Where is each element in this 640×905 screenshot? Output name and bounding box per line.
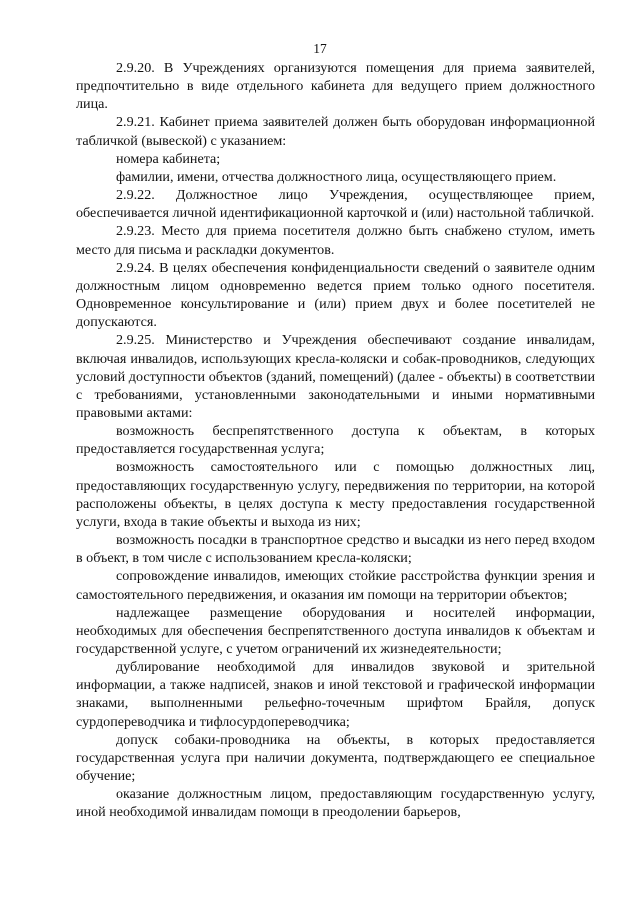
list-item-vehicle-boarding: возможность посадки в транспортное средство и высадки из него перед входом в объект, в том числе с использованием кресла-коляски; bbox=[76, 532, 595, 567]
paragraph-2-9-21: 2.9.21. Кабинет приема заявителей должен быть оборудован информационной табличкой (вывеской) с указанием: bbox=[76, 114, 595, 149]
document-body bbox=[76, 59, 595, 822]
list-item-information-duplication: дублирование необходимой для инвалидов звуковой и зрительной информации, а также надписей, знаков и иной текстовой и графической информации знаками, выполненными рельефно-точечным шрифтом Брайля, допуск сурдопереводчика и тифлосурдопереводчика; bbox=[76, 659, 595, 730]
list-item-equipment-placement: надлежащее размещение оборудования и носителей информации, необходимых для обеспечения беспрепятственного доступа инвалидов к объектам и государственной услуге, с учетом ограничений их жизнедеятельности; bbox=[76, 604, 595, 657]
page-number: 17 bbox=[313, 41, 327, 56]
list-item-independent-movement: возможность самостоятельного или с помощью должностных лиц, предоставляющих государственную услугу, передвижения по территории, на которой расположены объекты, в целях доступа к месту предоставления государственной услуги, входа в такие объекты и выхода из них; bbox=[76, 459, 595, 530]
list-item-escort: сопровождение инвалидов, имеющих стойкие расстройства функции зрения и самостоятельного передвижения, и оказания им помощи на территории объектов; bbox=[76, 568, 595, 603]
paragraph-2-9-25: 2.9.25. Министерство и Учреждения обеспечивают создание инвалидам, включая инвалидов, использующих кресла-коляски и собак-проводников, следующих условий доступности объектов (зданий, помещений) (далее - объекты) в соответствии с требованиями, установленными законодательными и иными нормативными правовыми актами: bbox=[76, 332, 595, 421]
list-item-assistance: оказание должностным лицом, предоставляющим государственную услугу, иной необходимой инвалидам помощи в преодолении барьеров, bbox=[76, 786, 595, 821]
list-item-official-name: фамилии, имени, отчества должностного лица, осуществляющего прием. bbox=[116, 168, 557, 185]
paragraph-2-9-22: 2.9.22. Должностное лицо Учреждения, осуществляющее прием, обеспечивается личной идентификационной карточкой и (или) настольной табличкой. bbox=[76, 187, 595, 222]
paragraph-2-9-23: 2.9.23. Место для приема посетителя должно быть снабжено стулом, иметь место для письма и раскладки документов. bbox=[76, 223, 595, 258]
paragraph-2-9-20: 2.9.20. В Учреждениях организуются помещения для приема заявителей, предпочтительно в виде отдельного кабинета для ведущего прием должностного лица. bbox=[76, 60, 595, 113]
list-item-room-number: номера кабинета; bbox=[116, 150, 221, 167]
list-item-unobstructed-access: возможность беспрепятственного доступа к объектам, в которых предоставляется государственная услуга; bbox=[76, 423, 595, 458]
list-item-guide-dog-admission: допуск собаки-проводника на объекты, в которых предоставляется государственная услуга при наличии документа, подтверждающего ее специальное обучение; bbox=[76, 731, 595, 785]
paragraph-2-9-24: 2.9.24. В целях обеспечения конфиденциальности сведений о заявителе одним должностным лицом одновременно ведется прием только одного посетителя. Одновременное консультирование и (или) прием двух и более посетителей не допускаются. bbox=[76, 259, 595, 331]
